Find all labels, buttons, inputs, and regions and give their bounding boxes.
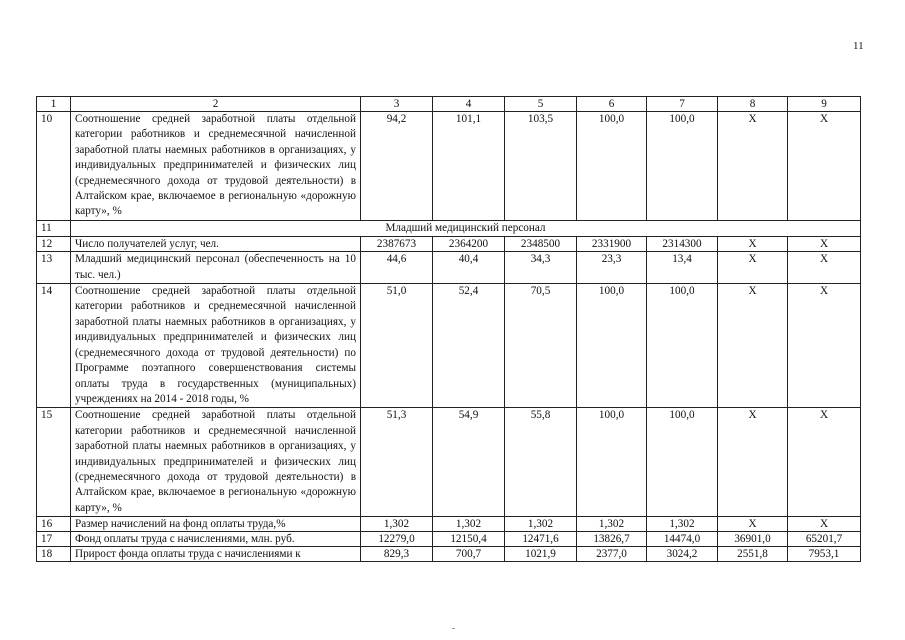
header-cell: 1 [37, 97, 71, 112]
section-title: Младший медицинский персонал [71, 220, 861, 236]
indicator-description: Соотношение средней заработной платы отдельной категории работников и среднемесячной начисленной заработной платы наемных работников в организациях, у индивидуальных предпринимателей и физических лиц (среднемесячного дохода от трудовой деятельности) в Алтайском крае, включаемое в региональную «дорожную карту», % [71, 408, 361, 517]
value-cell: 700,7 [433, 547, 505, 562]
value-cell: 2314300 [647, 237, 718, 252]
indicator-description: Соотношение средней заработной платы отдельной категории работников и среднемесячной начисленной заработной платы наемных работников в организациях, у индивидуальных предпринимателей и физических лиц (среднемесячного дохода от трудовой деятельности) в Алтайском крае, включаемое в региональную «дорожную карту», % [71, 112, 361, 221]
value-cell: 52,4 [433, 284, 505, 408]
value-cell: X [718, 252, 788, 284]
table-row [37, 517, 861, 532]
value-cell: 12150,4 [433, 532, 505, 547]
value-cell: 100,0 [577, 112, 647, 221]
header-cell: 4 [433, 97, 505, 112]
value-cell: X [788, 408, 861, 517]
value-cell: X [788, 517, 861, 532]
value-cell: 1,302 [361, 517, 433, 532]
value-cell: 2331900 [577, 237, 647, 252]
value-cell: 103,5 [505, 112, 577, 221]
value-cell: 51,3 [361, 408, 433, 517]
value-cell: 100,0 [577, 408, 647, 517]
indicator-description: Размер начислений на фонд оплаты труда,% [71, 517, 361, 532]
row-number: 13 [37, 252, 71, 284]
row-number: 18 [37, 547, 71, 562]
value-cell: 7953,1 [788, 547, 861, 562]
table-row [37, 237, 861, 252]
value-cell: 55,8 [505, 408, 577, 517]
value-cell: 101,1 [433, 112, 505, 221]
value-cell: 14474,0 [647, 532, 718, 547]
row-number: 11 [37, 220, 71, 236]
header-cell: 5 [505, 97, 577, 112]
header-cell: 6 [577, 97, 647, 112]
table-row [37, 408, 861, 517]
value-cell: 1021,9 [505, 547, 577, 562]
indicator-description: Число получателей услуг, чел. [71, 237, 361, 252]
value-cell: 3024,2 [647, 547, 718, 562]
row-number: 16 [37, 517, 71, 532]
table-row [37, 112, 861, 221]
value-cell: X [718, 112, 788, 221]
value-cell: X [718, 284, 788, 408]
indicator-description: Младший медицинский персонал (обеспеченность на 10 тыс. чел.) [71, 252, 361, 284]
value-cell: 100,0 [647, 408, 718, 517]
row-number: 12 [37, 237, 71, 252]
table-row [37, 532, 861, 547]
value-cell: 100,0 [577, 284, 647, 408]
header-cell: 2 [71, 97, 361, 112]
value-cell: X [788, 237, 861, 252]
page-number: 11 [853, 40, 864, 52]
table-row [37, 284, 861, 408]
section-row [37, 220, 861, 236]
row-number: 17 [37, 532, 71, 547]
value-cell: 2348500 [505, 237, 577, 252]
value-cell: 13826,7 [577, 532, 647, 547]
value-cell: 36901,0 [718, 532, 788, 547]
value-cell: 2377,0 [577, 547, 647, 562]
value-cell: 12471,6 [505, 532, 577, 547]
value-cell: X [718, 517, 788, 532]
row-number: 15 [37, 408, 71, 517]
value-cell: 2364200 [433, 237, 505, 252]
value-cell: 12279,0 [361, 532, 433, 547]
table-row [37, 252, 861, 284]
value-cell: 34,3 [505, 252, 577, 284]
value-cell: 13,4 [647, 252, 718, 284]
indicator-description: Прирост фонда оплаты труда с начислениями к [71, 547, 361, 562]
scan-mark [452, 628, 455, 629]
value-cell: 1,302 [647, 517, 718, 532]
value-cell: 23,3 [577, 252, 647, 284]
value-cell: X [718, 408, 788, 517]
header-cell: 9 [788, 97, 861, 112]
indicator-table [36, 96, 861, 562]
value-cell: 1,302 [433, 517, 505, 532]
header-cell: 7 [647, 97, 718, 112]
value-cell: 54,9 [433, 408, 505, 517]
row-number: 10 [37, 112, 71, 221]
value-cell: X [788, 284, 861, 408]
value-cell: 44,6 [361, 252, 433, 284]
value-cell: X [788, 252, 861, 284]
value-cell: 100,0 [647, 112, 718, 221]
value-cell: 2551,8 [718, 547, 788, 562]
value-cell: X [718, 237, 788, 252]
value-cell: 65201,7 [788, 532, 861, 547]
value-cell: 40,4 [433, 252, 505, 284]
table-row [37, 547, 861, 562]
header-row [37, 97, 861, 112]
value-cell: 1,302 [577, 517, 647, 532]
indicator-description: Соотношение средней заработной платы отдельной категории работников и среднемесячной начисленной заработной платы наемных работников в организациях, у индивидуальных предпринимателей и физических лиц (среднемесячного дохода от трудовой деятельности) по Программе поэтапного совершенствования системы оплаты труда в государственных (муниципальных) учреждениях на 2014 - 2018 годы, % [71, 284, 361, 408]
value-cell: 70,5 [505, 284, 577, 408]
row-number: 14 [37, 284, 71, 408]
value-cell: 2387673 [361, 237, 433, 252]
header-cell: 8 [718, 97, 788, 112]
value-cell: 94,2 [361, 112, 433, 221]
value-cell: 100,0 [647, 284, 718, 408]
value-cell: 51,0 [361, 284, 433, 408]
header-cell: 3 [361, 97, 433, 112]
value-cell: 829,3 [361, 547, 433, 562]
value-cell: X [788, 112, 861, 221]
value-cell: 1,302 [505, 517, 577, 532]
indicator-description: Фонд оплаты труда с начислениями, млн. руб. [71, 532, 361, 547]
